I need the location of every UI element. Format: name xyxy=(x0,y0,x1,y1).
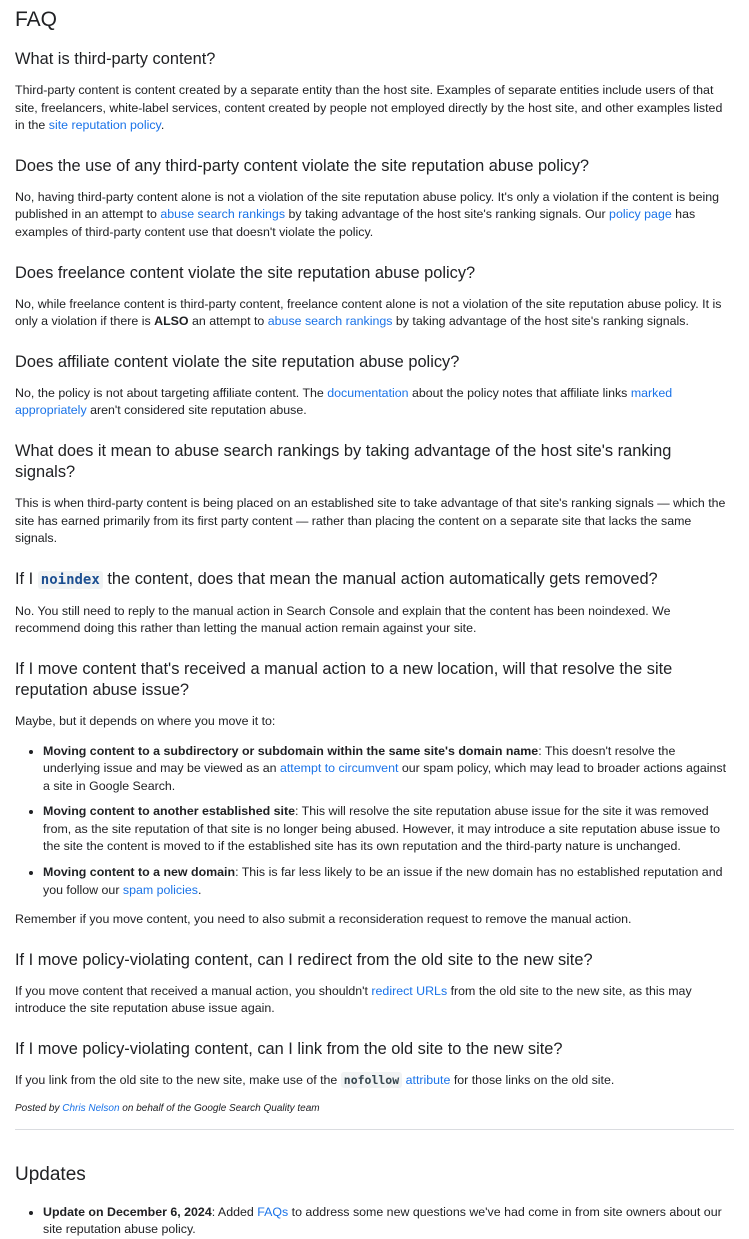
updates-title: Updates xyxy=(15,1163,86,1185)
post-credit: Posted by Chris Nelson on behalf of the Google Search Quality team xyxy=(15,1102,320,1114)
answer-freelance-content: No, while freelance content is third-party content, freelance content alone is not a violation of the site reputation abuse policy. It is only a violation if there is ALSO an attempt to abuse search rankings by taking advantage of the host site's ranking signals. xyxy=(15,296,722,329)
policy-page-link[interactable]: policy page xyxy=(609,207,672,222)
answer-abuse-rankings-meaning: This is when third-party content is being placed on an established site to take advantage of that site's ranking signals — which the site has earned primarily from its first party content — rather than placing the content on a separate site that lacks the same signals. xyxy=(15,495,726,546)
faqs-link[interactable]: FAQs xyxy=(257,1204,289,1219)
question-affiliate-content: Does affiliate content violate the site reputation abuse policy? xyxy=(15,352,460,371)
question-third-party-violation: Does the use of any third-party content violate the site reputation abuse policy? xyxy=(15,156,590,175)
list-item: • Moving content to a new domain: This is far less likely to be an issue if the new domain has no established reputation and you follow our spam policies. xyxy=(43,864,734,899)
answer-noindex: No. You still need to reply to the manual action in Search Console and explain that the content has been noindexed. We recommend doing this rather than letting the manual action remain against your site. xyxy=(15,603,671,636)
faq-title: FAQ xyxy=(15,8,58,31)
redirect-urls-link[interactable]: redirect URLs xyxy=(371,983,448,998)
site-reputation-policy-link[interactable]: site reputation policy xyxy=(48,118,161,133)
question-move-content: If I move content that's received a manual action to a new location, will that resolve the site reputation abuse issue? xyxy=(15,659,673,699)
question-freelance-content: Does freelance content violate the site reputation abuse policy? xyxy=(15,263,476,282)
answer-move-content-outro: Remember if you move content, you need to also submit a reconsideration request to remove the manual action. xyxy=(15,912,632,927)
question-third-party-content: What is third-party content? xyxy=(15,50,216,68)
noindex-code: noindex xyxy=(38,571,103,589)
attribute-link[interactable]: attribute xyxy=(405,1073,451,1088)
updates-list xyxy=(15,1204,734,1239)
list-item: • Update on December 6, 2024: Added FAQs to address some new questions we've had come in from site owners about our site reputation abuse policy. xyxy=(43,1204,734,1239)
documentation-link[interactable]: documentation xyxy=(327,385,409,400)
list-item: • Moving content to another established site: This will resolve the site reputation abuse issue for the site it was removed from, as the site reputation of that site is no longer being abused. However, it may introduce a site reputation abuse issue to the site the content is moved to if the established site has its own reputation and the third-party nature is unchanged. xyxy=(43,803,734,856)
answer-third-party-violation: No, having third-party content alone is not a violation of the site reputation abuse policy. It's only a violation if the content is being published in an attempt to abuse search rankings by taking advantage of the host site's ranking signals. Our policy page has examples of third-party content use that doesn't violate the policy. xyxy=(15,189,720,239)
marked-appropriately-link[interactable]: marked appropriately xyxy=(15,385,673,418)
list-item: • Moving content to a subdirectory or subdomain within the same site's domain name: This doesn't resolve the underlying issue and may be viewed as an attempt to circumvent our spam policy, which may lead to broader actions against a site in Google Search. xyxy=(43,743,734,796)
question-link-old-site: If I move policy-violating content, can I link from the old site to the new site? xyxy=(15,1040,563,1059)
answer-redirect: If you move content that received a manual action, you shouldn't redirect URLs from the old site to the new site, as this may introduce the site reputation abuse issue again. xyxy=(15,983,692,1016)
question-abuse-rankings-meaning: What does it mean to abuse search rankings by taking advantage of the host site's ranking signals? xyxy=(15,441,672,481)
answer-link-old-site: If you link from the old site to the new site, make use of the nofollow attribute for those links on the old site. xyxy=(15,1073,615,1088)
nofollow-code: nofollow xyxy=(341,1072,402,1088)
answer-move-content-intro: Maybe, but it depends on where you move it to: xyxy=(15,713,276,728)
abuse-search-rankings-link[interactable]: abuse search rankings xyxy=(160,207,286,222)
abuse-search-rankings-link-2[interactable]: abuse search rankings xyxy=(267,314,393,329)
attempt-to-circumvent-link[interactable]: attempt to circumvent xyxy=(279,761,399,776)
author-link[interactable]: Chris Nelson xyxy=(62,1102,120,1114)
question-redirect: If I move policy-violating content, can I redirect from the old site to the new site? xyxy=(15,950,593,969)
spam-policies-link[interactable]: spam policies xyxy=(122,882,198,897)
answer-affiliate-content: No, the policy is not about targeting affiliate content. The documentation about the policy notes that affiliate links marked appropriately aren't considered site reputation abuse. xyxy=(15,385,673,418)
answer-third-party-content: Third-party content is content created by a separate entity than the host site. Examples of separate entities include users of that site, freelancers, white-label services, content created by people not employed directly by the host site, and other examples listed in the site reputation policy. xyxy=(15,83,723,133)
move-content-list xyxy=(15,743,734,900)
question-noindex: If I noindex the content, does that mean the manual action automatically gets removed? xyxy=(15,569,658,588)
